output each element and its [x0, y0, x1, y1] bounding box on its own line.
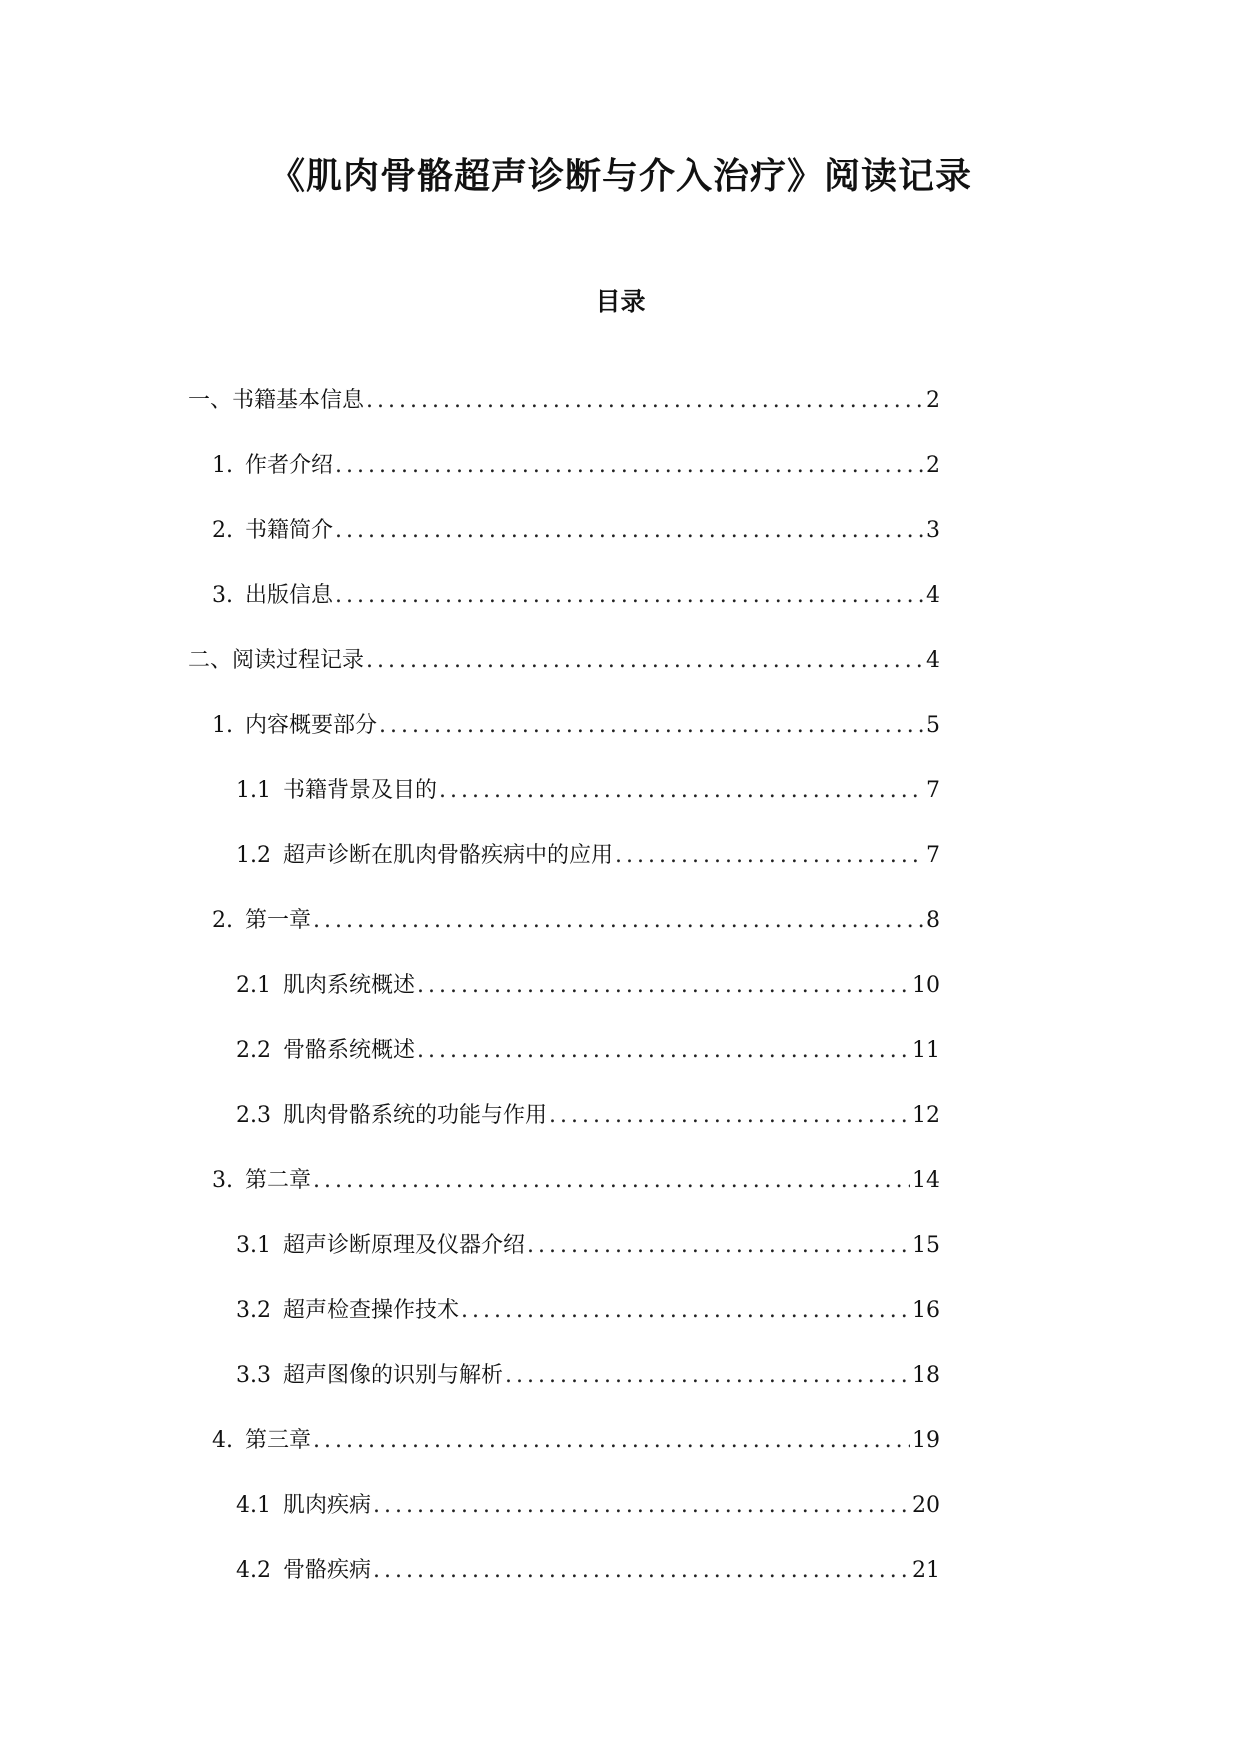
toc-dot-leader — [373, 1489, 910, 1523]
toc-dot-leader — [417, 1034, 910, 1068]
document-title: 《肌肉骨骼超声诊断与介入治疗》阅读记录 — [268, 156, 972, 197]
toc-entry-row — [212, 579, 940, 613]
toc-entry-title: 骨骼系统概述 — [283, 1038, 416, 1063]
toc-entry-page-number: 16 — [912, 1298, 940, 1323]
toc-entry[interactable] — [0, 1099, 1241, 1164]
toc-entry-row — [188, 384, 940, 418]
toc-entry[interactable] — [0, 1164, 1241, 1229]
toc-entry-page-number: 15 — [912, 1233, 940, 1258]
table-of-contents — [0, 384, 1241, 1619]
toc-entry-page-number: 20 — [912, 1493, 940, 1518]
toc-entry-number: 3.2 — [236, 1298, 271, 1323]
toc-entry-number: 一、 — [188, 388, 233, 413]
toc-entry-row — [188, 644, 940, 678]
toc-entry-number: 2. — [212, 518, 233, 543]
toc-dot-leader — [313, 1424, 910, 1458]
toc-entry-number: 2.3 — [236, 1103, 271, 1128]
toc-entry[interactable] — [0, 1554, 1241, 1619]
toc-entry-row — [236, 1294, 940, 1328]
toc-entry[interactable] — [0, 709, 1241, 774]
toc-entry-page-number: 2 — [926, 453, 940, 478]
toc-entry-title: 超声诊断在肌肉骨骼疾病中的应用 — [283, 843, 614, 868]
toc-entry-number: 4.2 — [236, 1558, 271, 1583]
toc-entry-title: 超声诊断原理及仪器介绍 — [283, 1233, 526, 1258]
toc-dot-leader — [439, 774, 924, 808]
toc-entry-row — [212, 449, 940, 483]
toc-entry-number: 2.1 — [236, 973, 271, 998]
toc-entry-number: 1. — [212, 453, 233, 478]
toc-entry-title: 作者介绍 — [245, 453, 334, 478]
toc-entry[interactable] — [0, 839, 1241, 904]
toc-dot-leader — [379, 709, 924, 743]
toc-entry-row — [212, 1164, 940, 1198]
toc-dot-leader — [373, 1554, 910, 1588]
toc-entry[interactable] — [0, 579, 1241, 644]
toc-entry-page-number: 14 — [912, 1168, 940, 1193]
toc-dot-leader — [313, 1164, 910, 1198]
toc-dot-leader — [527, 1229, 910, 1263]
toc-entry-title: 超声检查操作技术 — [283, 1298, 460, 1323]
toc-entry-page-number: 10 — [912, 973, 940, 998]
toc-entry-title: 超声图像的识别与解析 — [283, 1363, 504, 1388]
toc-entry-page-number: 12 — [912, 1103, 940, 1128]
toc-dot-leader — [505, 1359, 910, 1393]
toc-entry-row — [236, 1099, 940, 1133]
toc-entry-number: 3.3 — [236, 1363, 271, 1388]
toc-entry-row — [212, 709, 940, 743]
toc-entry-title: 书籍简介 — [245, 518, 334, 543]
toc-entry[interactable] — [0, 774, 1241, 839]
toc-entry-number: 1.2 — [236, 843, 271, 868]
toc-entry[interactable] — [0, 449, 1241, 514]
toc-entry-title: 出版信息 — [245, 583, 334, 608]
toc-entry-title: 骨骼疾病 — [283, 1558, 372, 1583]
toc-entry-title: 书籍基本信息 — [232, 388, 365, 413]
toc-entry-number: 2. — [212, 908, 233, 933]
toc-entry-number: 3. — [212, 1168, 233, 1193]
toc-entry-title: 肌肉骨骼系统的功能与作用 — [283, 1103, 548, 1128]
toc-entry-number: 3.1 — [236, 1233, 271, 1258]
toc-dot-leader — [366, 644, 924, 678]
toc-entry-page-number: 3 — [926, 518, 940, 543]
toc-entry-row — [212, 514, 940, 548]
toc-entry[interactable] — [0, 514, 1241, 579]
toc-dot-leader — [615, 839, 924, 873]
toc-heading: 目录 — [595, 287, 646, 316]
toc-entry-title: 肌肉系统概述 — [283, 973, 416, 998]
toc-entry-row — [236, 1034, 940, 1068]
toc-entry-title: 书籍背景及目的 — [283, 778, 438, 803]
toc-entry-number: 4. — [212, 1428, 233, 1453]
toc-entry-page-number: 2 — [926, 388, 940, 413]
toc-entry-number: 2.2 — [236, 1038, 271, 1063]
toc-entry-page-number: 11 — [912, 1038, 940, 1063]
toc-entry[interactable] — [0, 1229, 1241, 1294]
toc-dot-leader — [335, 449, 924, 483]
toc-entry-page-number: 4 — [926, 583, 940, 608]
toc-entry[interactable] — [0, 904, 1241, 969]
toc-entry-page-number: 5 — [926, 713, 940, 738]
toc-entry[interactable] — [0, 1294, 1241, 1359]
toc-entry-page-number: 19 — [912, 1428, 940, 1453]
toc-entry-title: 肌肉疾病 — [283, 1493, 372, 1518]
toc-entry-title: 第一章 — [245, 908, 312, 933]
toc-entry-title: 阅读过程记录 — [232, 648, 365, 673]
toc-entry-page-number: 8 — [926, 908, 940, 933]
toc-entry-number: 3. — [212, 583, 233, 608]
toc-entry-page-number: 4 — [926, 648, 940, 673]
toc-entry-row — [212, 904, 940, 938]
toc-entry-row — [236, 1229, 940, 1263]
toc-entry-page-number: 21 — [912, 1558, 940, 1583]
toc-entry[interactable] — [0, 1424, 1241, 1489]
toc-entry-row — [236, 774, 940, 808]
toc-dot-leader — [366, 384, 924, 418]
toc-entry-number: 1.1 — [236, 778, 271, 803]
toc-entry[interactable] — [0, 1034, 1241, 1099]
toc-entry-row — [236, 1554, 940, 1588]
toc-entry[interactable] — [0, 644, 1241, 709]
toc-entry-page-number: 18 — [912, 1363, 940, 1388]
toc-entry-number: 1. — [212, 713, 233, 738]
toc-entry-title: 第三章 — [245, 1428, 312, 1453]
toc-dot-leader — [461, 1294, 910, 1328]
toc-entry-title: 内容概要部分 — [245, 713, 378, 738]
toc-entry-row — [236, 1489, 940, 1523]
toc-entry-title: 第二章 — [245, 1168, 312, 1193]
toc-dot-leader — [335, 579, 924, 613]
toc-dot-leader — [417, 969, 910, 1003]
toc-entry-page-number: 7 — [926, 843, 940, 868]
toc-entry[interactable] — [0, 969, 1241, 1034]
toc-entry[interactable] — [0, 384, 1241, 449]
toc-entry[interactable] — [0, 1359, 1241, 1424]
toc-entry[interactable] — [0, 1489, 1241, 1554]
toc-entry-number: 4.1 — [236, 1493, 271, 1518]
toc-entry-row — [236, 1359, 940, 1393]
toc-dot-leader — [549, 1099, 910, 1133]
toc-dot-leader — [335, 514, 924, 548]
toc-dot-leader — [313, 904, 924, 938]
toc-entry-page-number: 7 — [926, 778, 940, 803]
toc-entry-row — [236, 839, 940, 873]
toc-entry-row — [236, 969, 940, 1003]
toc-entry-row — [212, 1424, 940, 1458]
toc-entry-number: 二、 — [188, 648, 233, 673]
